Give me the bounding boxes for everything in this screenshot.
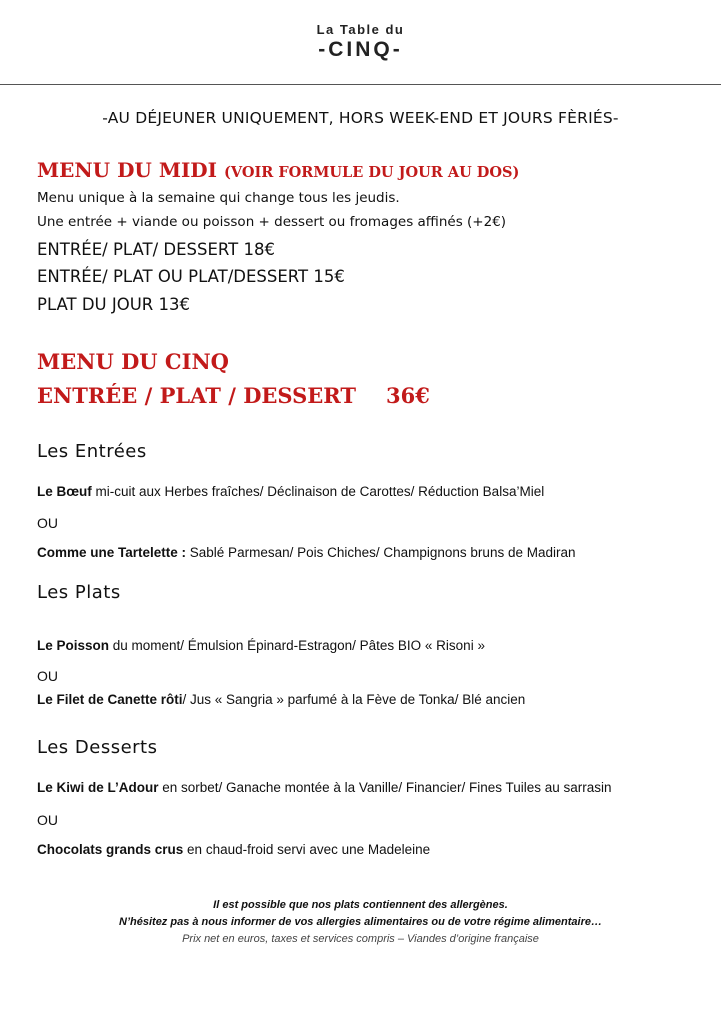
logo-main-text: -CINQ- [318,38,403,61]
menu-cinq-title: MENU DU CINQ [37,349,229,374]
menu-cinq-courses: ENTRÉE / PLAT / DESSERT [37,383,357,408]
dish-desc: Sablé Parmesan/ Pois Chiches/ Champignons bruns de Madiran [186,545,576,560]
dish-desc: en sorbet/ Ganache montée à la Vanille/ Financier/ Fines Tuiles au sarrasin [158,780,612,795]
dish-desc: en chaud-froid servi avec une Madeleine [183,842,431,857]
logo-top-text: La Table du [316,22,405,37]
plats-or: OU [37,668,58,684]
entree-item-1 [37,484,544,499]
desserts-or: OU [37,812,58,828]
dish-desc: / Jus « Sangria » parfumé à la Fève de Tonka/ Blé ancien [182,692,526,707]
header-divider [0,84,721,85]
dish-name: Comme une Tartelette : [37,545,187,560]
price-note: Prix net en euros, taxes et services compris – Viandes d’origine française [182,933,539,945]
dish-name: Chocolats grands crus [37,842,184,857]
dish-name: Le Filet de Canette rôti [37,692,183,707]
entree-item-2 [37,545,576,560]
entrees-or: OU [37,515,58,531]
dessert-item-1 [37,780,612,795]
menu-midi-price-1: ENTRÉE/ PLAT/ DESSERT 18€ [37,240,275,259]
dish-name: Le Kiwi de L’Adour [37,780,159,795]
lunch-notice: -AU DÉJEUNER UNIQUEMENT, HORS WEEK-END ET JOURS FÈRIÉS- [102,109,619,127]
menu-midi-title [37,158,519,182]
allergy-invite: N’hésitez pas à nous informer de vos allergies alimentaires ou de votre régime alimentaire… [119,916,602,928]
plat-item-1 [37,638,485,653]
restaurant-logo [0,22,721,62]
menu-cinq-line [37,383,430,408]
menu-midi-desc-2: Une entrée + viande ou poisson + dessert ou fromages affinés (+2€) [37,214,507,230]
dish-desc: du moment/ Émulsion Épinard-Estragon/ Pâtes BIO « Risoni » [109,638,485,653]
plats-heading: Les Plats [37,582,121,603]
dish-name: Le Poisson [37,638,110,653]
menu-midi-price-3: PLAT DU JOUR 13€ [37,295,191,314]
menu-midi-price-2: ENTRÉE/ PLAT OU PLAT/DESSERT 15€ [37,267,345,286]
allergen-note: Il est possible que nos plats contiennent des allergènes. [213,899,508,911]
entrees-heading: Les Entrées [37,441,147,462]
menu-midi-title-text: MENU DU MIDI [37,158,218,182]
dessert-item-2 [37,842,430,857]
dish-name: Le Bœuf [37,484,92,499]
menu-midi-desc-1: Menu unique à la semaine qui change tous les jeudis. [37,190,400,206]
menu-midi-subtitle: (VOIR FORMULE DU JOUR AU DOS) [223,164,520,181]
desserts-heading: Les Desserts [37,737,158,758]
plat-item-2 [37,692,525,707]
menu-cinq-price: 36€ [386,383,430,408]
dish-desc: mi-cuit aux Herbes fraîches/ Déclinaison de Carottes/ Réduction Balsa’Miel [91,484,545,499]
